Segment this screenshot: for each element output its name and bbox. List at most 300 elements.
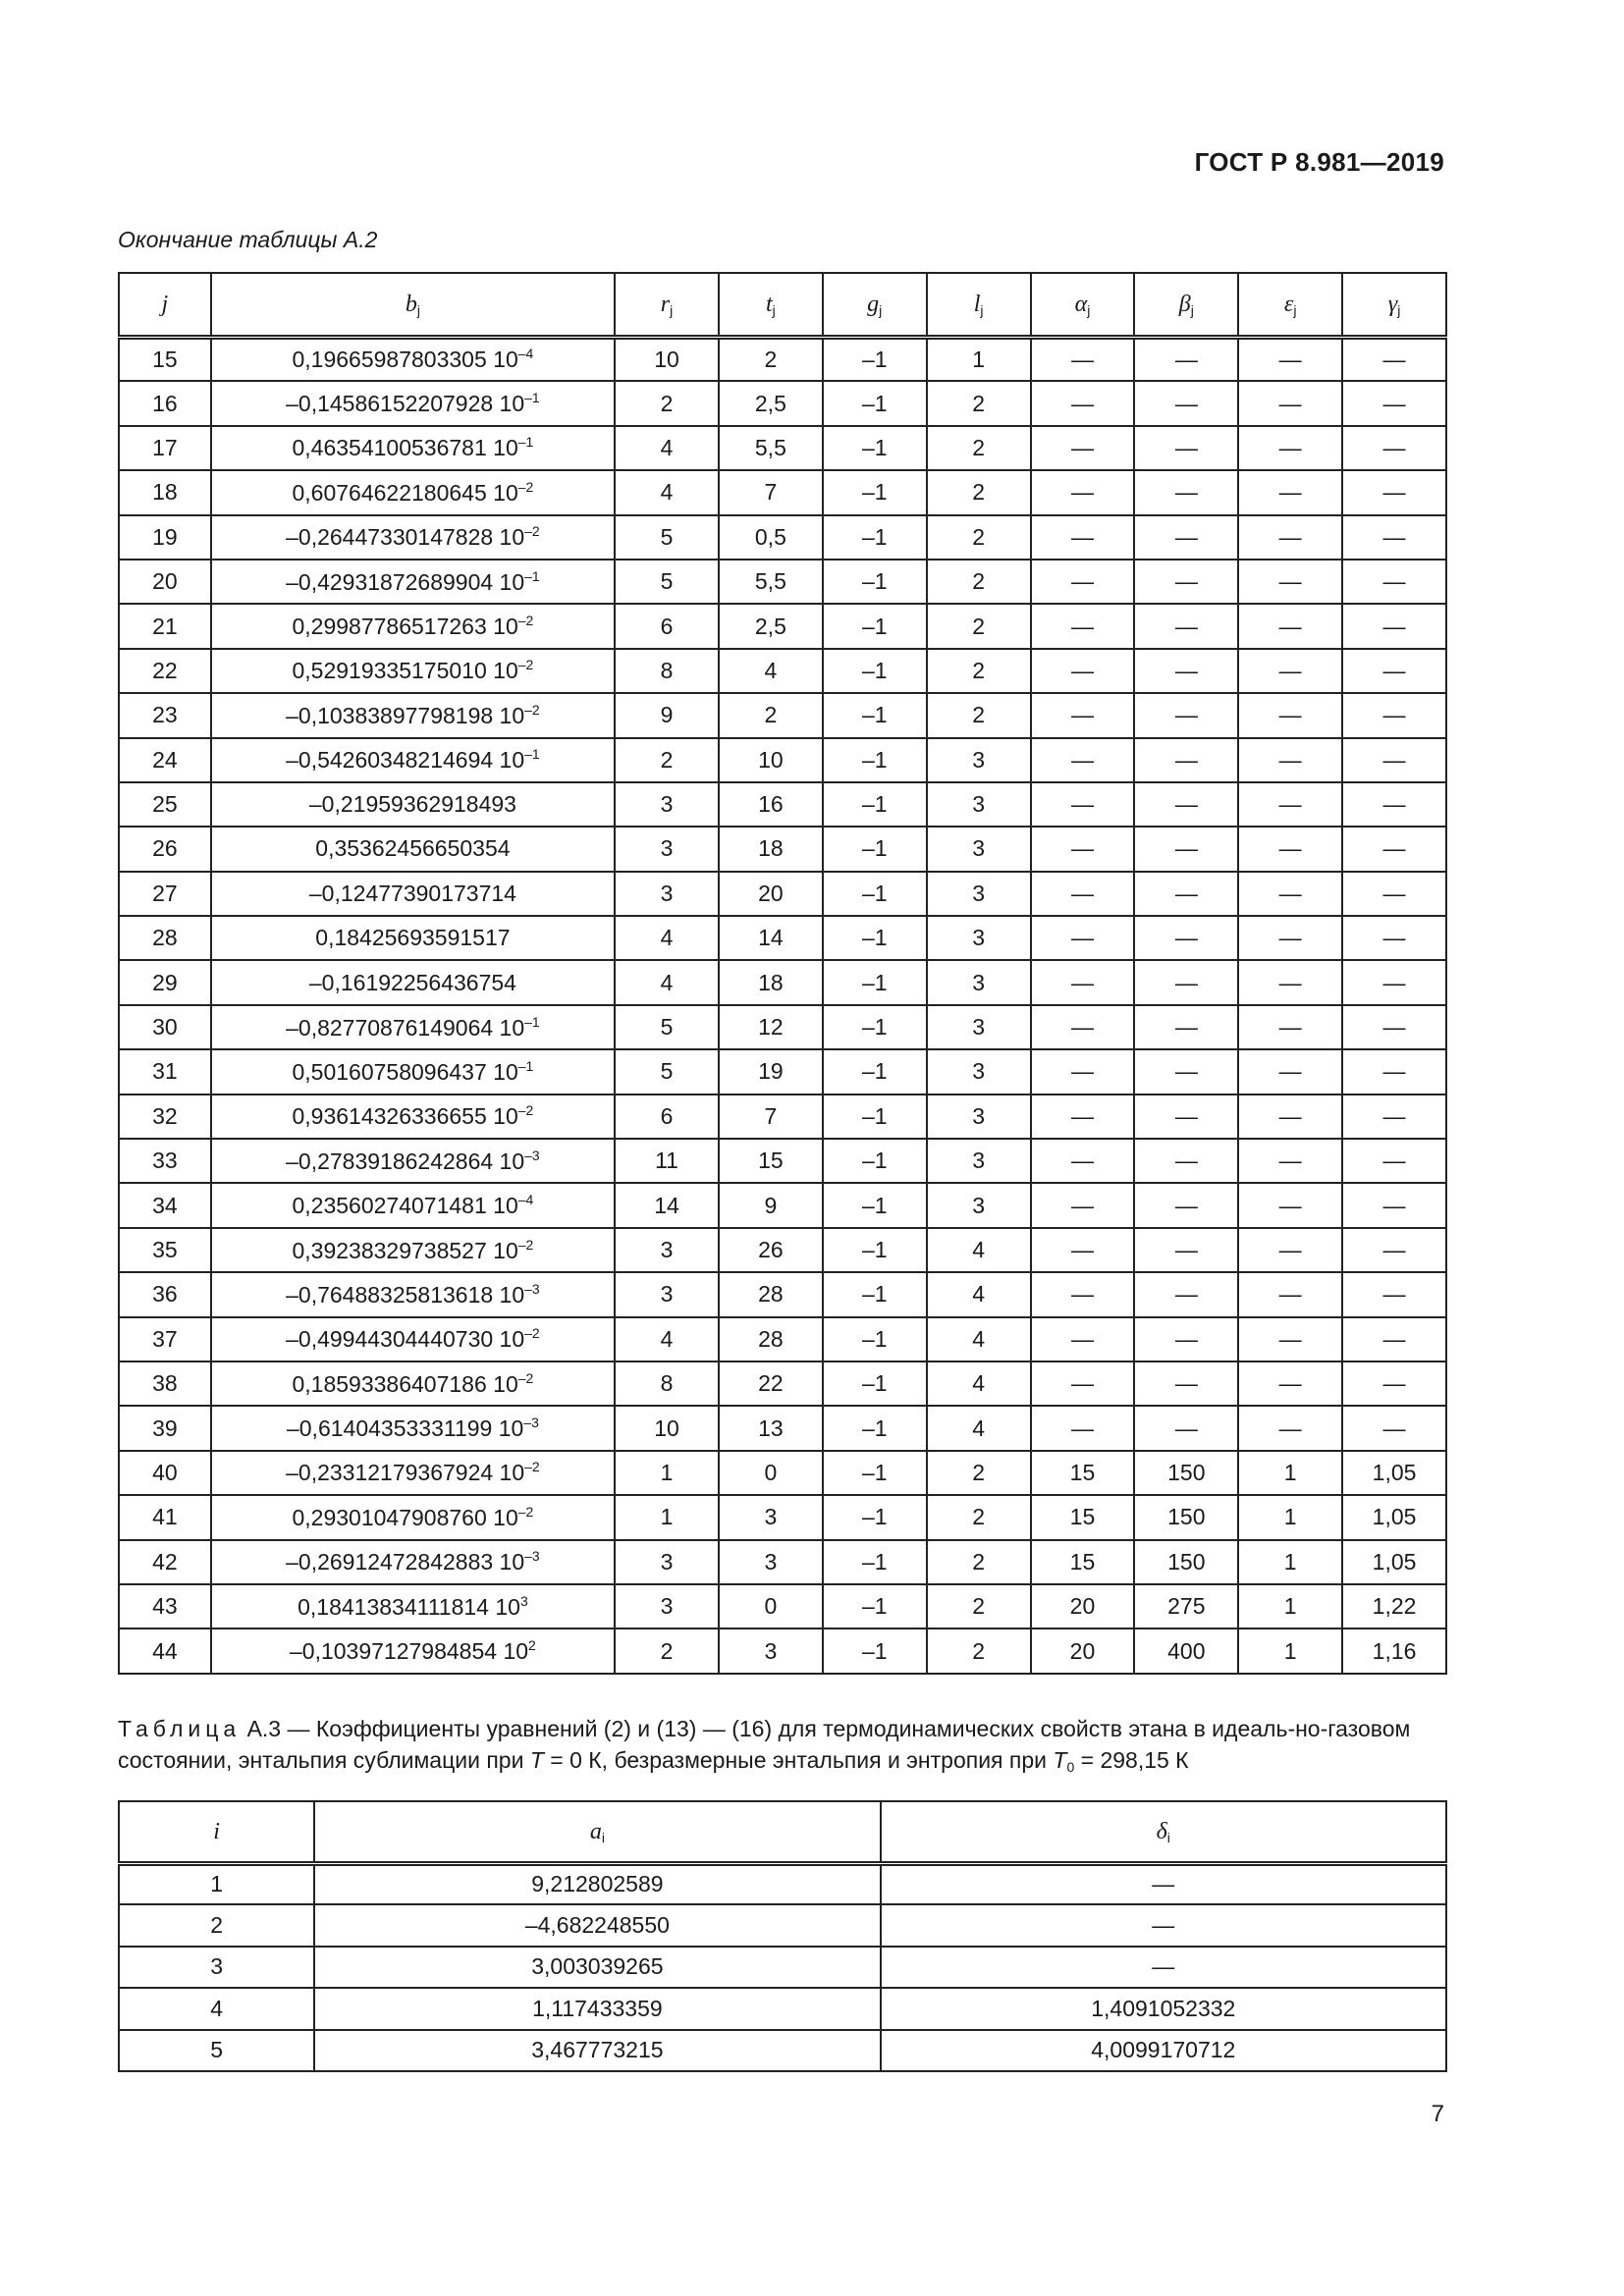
cell-j: [119, 827, 211, 871]
cell-value: —: [1278, 925, 1302, 951]
cell-value: —: [1382, 1325, 1406, 1352]
cell-value: 0,18425693591517: [315, 925, 511, 951]
cell-value: 3: [660, 880, 674, 906]
cell-b: [211, 916, 615, 960]
cell-b: [211, 381, 615, 425]
column-header: [1134, 273, 1238, 337]
cell-b: [211, 960, 615, 1004]
column-header: [211, 273, 615, 337]
cell-value: –0,10383897798198 10: [286, 702, 525, 728]
cell-value: –0,14586152207928 10: [286, 391, 525, 417]
cell-value: –1: [861, 1058, 888, 1085]
cell-value: 3: [660, 1281, 674, 1308]
cell-l: [927, 1406, 1031, 1450]
cell-value: 2: [972, 1504, 985, 1530]
cell-value: 30: [152, 1014, 178, 1041]
cell-value: 1: [1283, 1459, 1297, 1485]
cell-eps: [1238, 738, 1342, 782]
cell-value: –1: [861, 523, 888, 550]
cell-value: –1: [861, 1370, 888, 1397]
table-row: [119, 1947, 1446, 1988]
table-row: [119, 1095, 1446, 1139]
cell-j: [119, 470, 211, 514]
cell-value: 400: [1167, 1637, 1206, 1664]
cell-l: [927, 738, 1031, 782]
cell-value: 23: [152, 702, 178, 728]
column-subscript: j: [416, 301, 420, 318]
cell-r: [615, 1495, 719, 1539]
cell-value: 20: [1069, 1637, 1096, 1664]
cell-value: –0,16192256436754: [308, 969, 516, 995]
cell-value: 1,05: [1372, 1459, 1417, 1485]
cell-eps: [1238, 426, 1342, 470]
cell-eps: [1238, 470, 1342, 514]
cell-j: [119, 560, 211, 604]
ideal-gas-coefficients-table-a3: [118, 1800, 1447, 2072]
cell-value: 15: [152, 346, 178, 372]
table-row: [119, 1317, 1446, 1362]
cell-value: —: [1382, 568, 1406, 595]
cell-value: —: [1174, 523, 1198, 550]
cell-r: [615, 1272, 719, 1316]
cell-value: 44: [152, 1637, 178, 1664]
cell-value: 4: [210, 1995, 223, 2021]
cell-value: 4: [972, 1237, 985, 1262]
cell-value: –1: [861, 1237, 888, 1262]
cell-value: —: [1278, 1102, 1302, 1129]
cell-beta: [1134, 738, 1238, 782]
cell-value: 0,50160758096437 10: [292, 1058, 518, 1085]
cell-value: —: [1070, 969, 1094, 995]
cell-value: 0: [764, 1459, 778, 1485]
cell-value: 3: [972, 1102, 985, 1129]
exponent: –2: [517, 1369, 534, 1386]
cell-r: [615, 782, 719, 827]
cell-t: [719, 649, 823, 693]
cell-beta: [1134, 470, 1238, 514]
cell-value: 9: [764, 1192, 778, 1218]
table-header-row: [119, 273, 1446, 337]
cell-value: 3: [210, 1953, 223, 1980]
cell-r: [615, 1451, 719, 1495]
cell-value: 3: [972, 1014, 985, 1041]
cell-value: –0,61404353331199 10: [286, 1415, 524, 1442]
cell-gamma: [1342, 916, 1446, 960]
cell-value: —: [1174, 1325, 1198, 1352]
cell-value: 4: [660, 479, 674, 506]
cell-value: —: [1174, 1281, 1198, 1308]
cell-value: —: [1278, 390, 1302, 416]
cell-value: —: [1382, 479, 1406, 506]
cell-t: [719, 560, 823, 604]
cell-value: 4: [972, 1415, 985, 1441]
exponent: –2: [524, 701, 540, 718]
cell-r: [615, 560, 719, 604]
caption-number: А.3: [246, 1716, 282, 1741]
cell-value: 4: [660, 434, 674, 460]
cell-t: [719, 1584, 823, 1629]
cell-value: 34: [152, 1192, 178, 1218]
column-symbol: j: [161, 291, 169, 317]
cell-beta: [1134, 337, 1238, 381]
table-row: [119, 827, 1446, 871]
cell-r: [615, 1139, 719, 1183]
cell-value: 3,003039265: [531, 1953, 664, 1980]
cell-value: –0,21959362918493: [308, 791, 516, 818]
caption-text-2: = 0 К, безразмерные энтальпия и энтропия при: [543, 1747, 1054, 1773]
cell-i: [119, 1904, 314, 1946]
cell-value: 13: [758, 1415, 784, 1441]
cell-l: [927, 1540, 1031, 1584]
cell-b: [211, 738, 615, 782]
cell-value: 42: [152, 1548, 178, 1575]
cell-l: [927, 1362, 1031, 1406]
cell-value: –1: [861, 1548, 888, 1575]
cell-gamma: [1342, 381, 1446, 425]
cell-b: [211, 1139, 615, 1183]
cell-value: –0,23312179367924 10: [286, 1460, 525, 1486]
cell-value: 5: [660, 1058, 674, 1085]
cell-value: –0,54260348214694 10: [286, 747, 525, 774]
cell-value: –0,27839186242864 10: [286, 1148, 525, 1174]
cell-value: —: [1070, 1281, 1094, 1308]
cell-value: –1: [861, 613, 888, 639]
cell-value: 20: [152, 568, 178, 595]
cell-alpha: [1031, 1406, 1135, 1450]
cell-value: 25: [152, 791, 178, 818]
cell-j: [119, 1272, 211, 1316]
cell-value: –1: [861, 1192, 888, 1218]
cell-value: 2: [660, 390, 674, 416]
cell-value: —: [1070, 523, 1094, 550]
cell-g: [823, 470, 927, 514]
cell-r: [615, 515, 719, 560]
cell-value: –1: [861, 1325, 888, 1352]
table-row: [119, 916, 1446, 960]
cell-value: —: [1382, 434, 1406, 460]
cell-value: —: [1382, 791, 1406, 818]
cell-alpha: [1031, 872, 1135, 916]
cell-value: —: [1382, 657, 1406, 683]
cell-g: [823, 1540, 927, 1584]
cell-gamma: [1342, 1272, 1446, 1316]
cell-value: 19: [758, 1058, 784, 1085]
cell-l: [927, 1584, 1031, 1629]
cell-value: 9,212802589: [531, 1871, 664, 1897]
cell-delta: [881, 1988, 1446, 2029]
cell-value: —: [1174, 1058, 1198, 1085]
cell-value: 40: [152, 1459, 178, 1485]
cell-beta: [1134, 1272, 1238, 1316]
cell-gamma: [1342, 426, 1446, 470]
column-subscript: j: [1087, 301, 1091, 318]
cell-value: 3: [972, 880, 985, 906]
table-row: [119, 337, 1446, 381]
cell-value: —: [1278, 346, 1302, 372]
cell-gamma: [1342, 1049, 1446, 1094]
cell-value: —: [1070, 613, 1094, 639]
caption-text-1: — Коэффициенты уравнений (2) и (13) — (16) для термодинамических свойств этана в идеаль-но-газовом состоянии, энтальпия сублимации при: [118, 1716, 1411, 1773]
exponent: –2: [517, 1236, 534, 1253]
cell-value: —: [1278, 835, 1302, 862]
cell-g: [823, 827, 927, 871]
cell-b: [211, 560, 615, 604]
cell-value: —: [1382, 969, 1406, 995]
column-symbol: t: [765, 291, 773, 317]
cell-alpha: [1031, 1317, 1135, 1362]
column-header: [1238, 273, 1342, 337]
cell-value: –1: [861, 390, 888, 416]
cell-eps: [1238, 1228, 1342, 1272]
cell-value: –1: [861, 969, 888, 995]
table-row: [119, 1495, 1446, 1539]
cell-value: 6: [660, 613, 674, 639]
cell-g: [823, 515, 927, 560]
exponent: –1: [517, 1057, 534, 1074]
cell-value: —: [1070, 1192, 1094, 1218]
table-row: [119, 960, 1446, 1004]
cell-l: [927, 1495, 1031, 1539]
cell-beta: [1134, 1139, 1238, 1183]
exponent: 3: [519, 1592, 528, 1609]
exponent: –2: [517, 478, 534, 495]
cell-value: 18: [758, 835, 784, 862]
column-subscript: i: [1166, 1829, 1170, 1845]
cell-r: [615, 738, 719, 782]
cell-value: 5,5: [754, 568, 786, 595]
table-row: [119, 649, 1446, 693]
cell-alpha: [1031, 337, 1135, 381]
cell-t: [719, 1317, 823, 1362]
cell-value: –0,49944304440730 10: [286, 1326, 525, 1353]
cell-eps: [1238, 1139, 1342, 1183]
cell-value: —: [1070, 702, 1094, 728]
cell-g: [823, 649, 927, 693]
cell-value: 2: [972, 568, 985, 595]
cell-eps: [1238, 1451, 1342, 1495]
cell-value: 3: [764, 1504, 778, 1530]
cell-r: [615, 1049, 719, 1094]
cell-value: 1: [210, 1871, 223, 1897]
cell-t: [719, 381, 823, 425]
cell-value: —: [1070, 434, 1094, 460]
cell-b: [211, 337, 615, 381]
table-row: [119, 1406, 1446, 1450]
cell-gamma: [1342, 1362, 1446, 1406]
cell-value: 0,18413834111814 10: [298, 1593, 520, 1620]
caption-var-t: T: [529, 1747, 544, 1773]
cell-j: [119, 1183, 211, 1227]
cell-gamma: [1342, 872, 1446, 916]
cell-alpha: [1031, 916, 1135, 960]
cell-value: —: [1070, 657, 1094, 683]
cell-value: 3: [660, 1237, 674, 1262]
cell-t: [719, 1362, 823, 1406]
cell-j: [119, 693, 211, 737]
cell-b: [211, 1005, 615, 1049]
cell-g: [823, 782, 927, 827]
cell-value: –4,682248550: [524, 1912, 670, 1939]
cell-value: —: [1278, 523, 1302, 550]
cell-value: —: [1382, 1237, 1406, 1262]
cell-a: [314, 2030, 880, 2071]
exponent: –4: [517, 346, 534, 362]
cell-value: –1: [861, 880, 888, 906]
cell-t: [719, 1451, 823, 1495]
cell-a: [314, 1904, 880, 1946]
cell-eps: [1238, 1629, 1342, 1673]
exponent: –2: [517, 613, 534, 629]
cell-value: —: [1070, 835, 1094, 862]
table-row: [119, 1629, 1446, 1673]
cell-g: [823, 693, 927, 737]
cell-alpha: [1031, 1584, 1135, 1629]
cell-gamma: [1342, 649, 1446, 693]
cell-j: [119, 426, 211, 470]
cell-value: –1: [861, 1415, 888, 1441]
column-symbol: δ: [1156, 1818, 1167, 1844]
cell-value: —: [1382, 1102, 1406, 1129]
cell-value: —: [1382, 880, 1406, 906]
cell-value: 1: [972, 346, 985, 372]
column-symbol: l: [973, 291, 981, 317]
cell-j: [119, 515, 211, 560]
cell-alpha: [1031, 738, 1135, 782]
cell-j: [119, 1049, 211, 1094]
cell-value: 2: [972, 1459, 985, 1485]
cell-value: –0,26447330147828 10: [286, 524, 525, 551]
cell-g: [823, 1317, 927, 1362]
cell-value: –1: [861, 1281, 888, 1308]
cell-eps: [1238, 1095, 1342, 1139]
cell-gamma: [1342, 560, 1446, 604]
cell-g: [823, 1183, 927, 1227]
cell-value: —: [1070, 925, 1094, 951]
cell-value: 150: [1167, 1548, 1206, 1575]
cell-value: 3: [972, 791, 985, 818]
column-subscript: j: [879, 301, 883, 318]
cell-j: [119, 738, 211, 782]
cell-b: [211, 604, 615, 648]
cell-b: [211, 1540, 615, 1584]
cell-value: 2: [972, 1548, 985, 1575]
cell-value: —: [1278, 568, 1302, 595]
exponent: –3: [523, 1415, 539, 1431]
table-row: [119, 381, 1446, 425]
cell-alpha: [1031, 1139, 1135, 1183]
column-subscript: j: [1190, 301, 1194, 318]
cell-value: —: [1174, 1370, 1198, 1397]
cell-alpha: [1031, 1183, 1135, 1227]
cell-t: [719, 604, 823, 648]
cell-b: [211, 782, 615, 827]
cell-j: [119, 1540, 211, 1584]
exponent: –2: [517, 1102, 534, 1119]
cell-b: [211, 693, 615, 737]
cell-b: [211, 1495, 615, 1539]
cell-delta: [881, 1863, 1446, 1904]
cell-eps: [1238, 960, 1342, 1004]
cell-value: 10: [654, 1415, 679, 1441]
cell-value: 26: [758, 1237, 784, 1262]
cell-alpha: [1031, 515, 1135, 560]
cell-g: [823, 738, 927, 782]
cell-j: [119, 381, 211, 425]
cell-value: —: [1174, 657, 1198, 683]
cell-value: 1,22: [1372, 1593, 1417, 1620]
cell-alpha: [1031, 470, 1135, 514]
cell-t: [719, 916, 823, 960]
cell-alpha: [1031, 1540, 1135, 1584]
cell-value: —: [1382, 702, 1406, 728]
cell-a: [314, 1988, 880, 2029]
cell-g: [823, 1584, 927, 1629]
cell-value: 33: [152, 1148, 178, 1174]
cell-value: 4: [972, 1281, 985, 1308]
cell-j: [119, 782, 211, 827]
cell-value: 3: [764, 1548, 778, 1575]
exponent: –2: [517, 1503, 534, 1520]
cell-g: [823, 1049, 927, 1094]
cell-eps: [1238, 381, 1342, 425]
cell-value: —: [1382, 925, 1406, 951]
cell-t: [719, 1495, 823, 1539]
cell-alpha: [1031, 1495, 1135, 1539]
cell-eps: [1238, 1495, 1342, 1539]
cell-l: [927, 649, 1031, 693]
cell-j: [119, 872, 211, 916]
cell-t: [719, 827, 823, 871]
cell-g: [823, 337, 927, 381]
cell-eps: [1238, 916, 1342, 960]
table-a3-caption: [118, 1713, 1453, 1783]
cell-eps: [1238, 693, 1342, 737]
cell-gamma: [1342, 1095, 1446, 1139]
cell-b: [211, 1272, 615, 1316]
cell-value: 1: [660, 1459, 674, 1485]
cell-value: —: [1382, 523, 1406, 550]
table-row: [119, 872, 1446, 916]
cell-value: —: [1070, 880, 1094, 906]
cell-value: 275: [1167, 1593, 1206, 1620]
cell-t: [719, 337, 823, 381]
cell-value: 0,35362456650354: [315, 835, 511, 862]
cell-delta: [881, 1904, 1446, 1946]
cell-value: 2: [972, 613, 985, 639]
table-row: [119, 738, 1446, 782]
cell-j: [119, 1139, 211, 1183]
cell-eps: [1238, 1584, 1342, 1629]
cell-value: 0,46354100536781 10: [292, 435, 518, 461]
cell-value: 150: [1167, 1504, 1206, 1530]
cell-r: [615, 649, 719, 693]
cell-value: 2: [972, 702, 985, 728]
table-row: [119, 1362, 1446, 1406]
table-row: [119, 1904, 1446, 1946]
column-symbol: i: [213, 1818, 220, 1844]
cell-value: 15: [1069, 1504, 1096, 1530]
cell-value: 22: [758, 1370, 784, 1397]
cell-b: [211, 1362, 615, 1406]
cell-value: —: [1174, 568, 1198, 595]
cell-beta: [1134, 782, 1238, 827]
exponent: –2: [524, 1325, 540, 1342]
cell-value: 22: [152, 657, 178, 683]
cell-value: —: [1278, 880, 1302, 906]
cell-beta: [1134, 560, 1238, 604]
table-row: [119, 1540, 1446, 1584]
cell-beta: [1134, 1049, 1238, 1094]
